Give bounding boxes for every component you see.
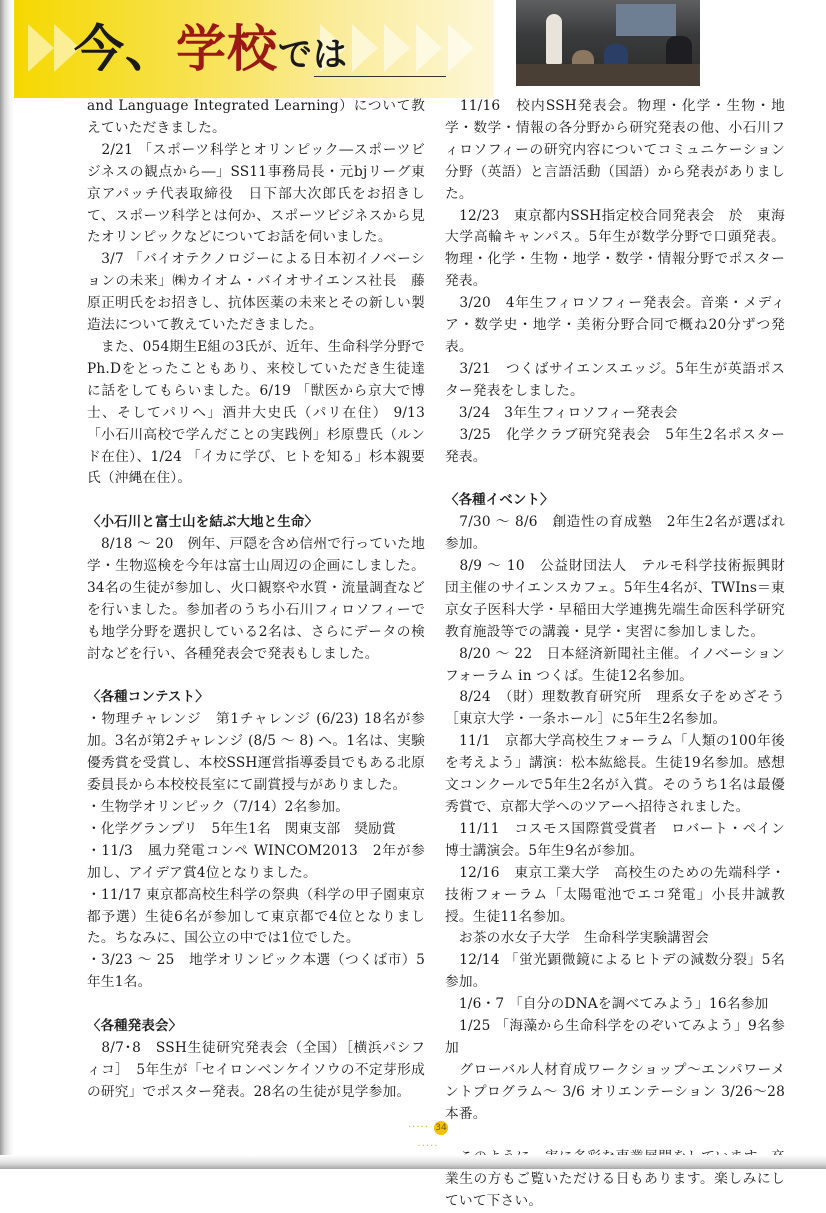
body-paragraph: お茶の水女子大学 生命科学実験講習会 <box>445 930 709 947</box>
spacer <box>87 490 425 512</box>
projection-screen <box>616 4 676 36</box>
body-paragraph: 11/11 コスモス国際賞受賞者 ロバート・ペイン博士講演会。5年生9名が参加。 <box>445 820 785 859</box>
body-paragraph: 8/24 （財）理数教育研究所 理系女子をめざそう［東京大学・一条ホール］に5年生2名参加。 <box>445 689 785 728</box>
spacer <box>87 994 425 1016</box>
body-paragraph: 3/20 4年生フィロソフィー発表会。音楽・メディア・数学史・地学・美術分野合同で概ね20分ずつ発表。 <box>445 295 785 355</box>
chevron-decoration <box>28 24 54 72</box>
spacer <box>445 468 785 490</box>
body-paragraph: ・11/3 風力発電コンペ WINCOM2013 2年が参加し、アイデア賞4位となりました。 <box>87 842 425 881</box>
page-number: 34 <box>435 1122 447 1133</box>
page-title: 今、学校では <box>74 20 348 78</box>
chevron-decoration <box>448 24 474 72</box>
body-paragraph: and Language Integrated Learning）について教えていただきました。 <box>87 98 425 136</box>
body-paragraph: 8/20 ～ 22 日本経済新聞社主催。イノベーションフォーラム in つくば。生徒12名参加。 <box>445 645 785 684</box>
body-paragraph: 3/7 「バイオテクノロジーによる日本初イノベーションの未来」㈱カイオム・バイオサイエンス社長 藤原正明氏をお招きし、抗体医薬の未来とその新しい製造法について教えていただきました。 <box>87 251 425 334</box>
body-paragraph: ・3/23 ～ 25 地学オリンピック本選（つくば市）5年生1名。 <box>87 952 425 991</box>
body-paragraph: 2/21 「スポーツ科学とオリンピック―スポーツビジネスの観点から―」SS11事務局長・元bjリーグ東京アパッチ代表取締役 日下部大次郎氏をお招きして、スポーツ科学とは何か、スポーツビジネスから見たオリンピックなどについてお話を伺いました。 <box>87 141 425 246</box>
title-underline <box>314 76 446 77</box>
section-heading: 〈各種コンテスト〉 <box>87 690 209 706</box>
person-figure <box>546 14 562 64</box>
section-heading: 〈各種発表会〉 <box>87 1019 183 1035</box>
body-paragraph: ・生物学オリンピック（7/14）2名参加。 <box>87 798 350 815</box>
page-number-dots: ····· <box>408 1122 429 1133</box>
body-paragraph: 3/25 化学クラブ研究発表会 5年生2名ポスター発表。 <box>445 426 785 465</box>
body-paragraph: 3/21 つくばサイエンスエッジ。5年生が英語ポスター発表をしました。 <box>445 360 785 399</box>
body-paragraph: 11/16 校内SSH発表会。物理・化学・生物・地学・数学・情報の各分野から研究発表の他、小石川フィロソフィーの研究内容についてコミュニケーション分野（英語）と言語活動（国語）から発表がありました。 <box>445 98 785 202</box>
section-heading: 〈小石川と富士山を結ぶ大地と生命〉 <box>87 515 319 531</box>
right-column <box>445 96 785 1213</box>
spacer <box>445 1126 785 1148</box>
body-paragraph: 8/9 ～ 10 公益財団法人 テルモ科学技術振興財団主催のサイエンスカフェ。5年生4名が、TWIns＝東京女子医科大学・早稲田大学連携先端生命医科学研究教育施設等での講義・見学・実習に参加しました。 <box>445 558 785 640</box>
body-paragraph: ・11/17 東京都高校生科学の祭典（科学の甲子園東京都予選）生徒6名が参加して東京都で4位となりました。ちなみに、国公立の中では1位でした。 <box>87 886 425 947</box>
body-paragraph: 11/1 京都大学高校生フォーラム「人類の100年後を考えよう」講演：松本紘総長。生徒19名参加。感想文コンクールで5年生2名が入賞。そのうち1名は最優秀賞で、京都大学へのツアーへ招待されました。 <box>445 733 785 815</box>
spacer <box>87 666 425 688</box>
chevron-decoration <box>384 24 410 72</box>
body-paragraph: 1/25 「海藻から生命科学をのぞいてみよう」9名参加 <box>445 1018 785 1056</box>
header-photo <box>516 0 700 86</box>
chevron-decoration <box>416 24 442 72</box>
page-footer <box>402 1117 454 1152</box>
body-paragraph: 12/23 東京都内SSH指定校合同発表会 於 東海大学高輪キャンパス。5年生が数学分野で口頭発表。物理・化学・生物・地学・数学・情報分野でポスター発表。 <box>445 207 785 290</box>
body-paragraph: 12/14 「蛍光顕微鏡によるヒトデの減数分裂」5名参加。 <box>445 952 785 991</box>
body-paragraph: 1/6・7 「自分のDNAを調べてみよう」16名参加 <box>445 996 769 1013</box>
body-paragraph: ・物理チャレンジ 第1チャレンジ (6/23) 18名が参加。3名が第2チャレンジ (8/5 ～ 8) へ。1名は、実験優秀賞を受賞し、本校SSH運営指導委員でもある北原委員長から本校校長室にて副賞授与がありました。 <box>87 711 425 794</box>
body-paragraph: ・化学グランプリ 5年生1名 関東支部 奨励賞 <box>87 820 396 837</box>
body-paragraph: 8/18 ～ 20 例年、戸隠を含め信州で行っていた地学・生物巡検を今年は富士山周辺の企画にしました。34名の生徒が参加し、火口観察や水質・流量調査などを行いました。参加者のうち小石川フィロソフィーでも地学分野を選択している2名は、さらにデータの検討などを行い、各種発表会で発表もしました。 <box>87 536 425 662</box>
page-edge-shadow <box>0 1155 826 1169</box>
body-paragraph: 12/16 東京工業大学 高校生のための先端科学・技術フォーラム「太陽電池でエコ発電」小長井誠教授。生徒11名参加。 <box>445 864 785 925</box>
left-column <box>87 96 425 1104</box>
body-paragraph: 8/7･8 SSH生徒研究発表会（全国）［横浜パシフィコ］ 5年生が「セイロンベンケイソウの不定芽形成の研究」でポスター発表。28名の生徒が見学参加。 <box>87 1039 425 1100</box>
body-paragraph: グローバル人材育成ワークショップ～エンパワーメントプログラム～ 3/6 オリエンテーション 3/26～28 本番。 <box>445 1061 785 1122</box>
body-paragraph: 3/24 3年生フィロソフィー発表会 <box>445 404 678 421</box>
body-paragraph: 7/30 ～ 8/6 創造性の育成塾 2年生2名が選ばれ参加。 <box>445 514 785 553</box>
page-number-dots: ····· <box>417 1141 439 1152</box>
page-edge-shadow <box>0 0 14 1169</box>
photo-desk <box>516 64 700 86</box>
body-paragraph: また、054期生E組の3氏が、近年、生命科学分野でPh.Dをとったこともあり、来校していただき生徒達に話をしてもらいました。6/19 「獣医から京大で博士、そしてパリへ」酒井大史氏（パリ在住） 9/13 「小石川高校で学んだことの実践例」杉原豊氏（ルンド在住）、1/24 「イカに学び、ヒトを知る」杉本親要氏（沖縄在住）。 <box>87 338 425 487</box>
chevron-decoration <box>352 24 378 72</box>
section-heading: 〈各種イベント〉 <box>445 493 554 509</box>
body-paragraph: 業生の方もご覧いただける日もあります。楽しみにしていて下さい。 <box>445 1171 785 1210</box>
